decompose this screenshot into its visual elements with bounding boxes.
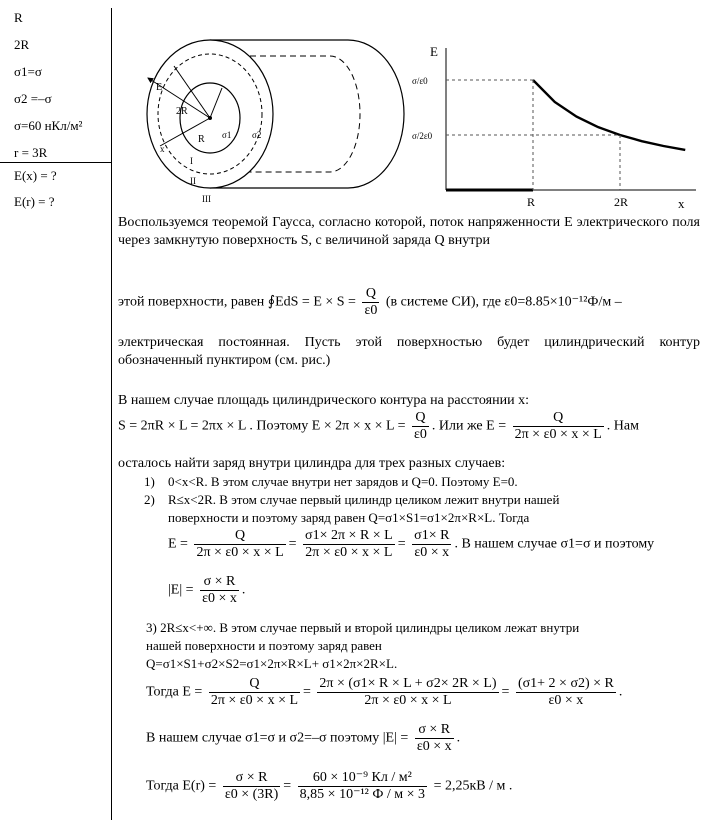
given-line: 2R (14, 37, 30, 52)
given-line: σ1=σ (14, 64, 42, 79)
denominator: 2π × ε0 × x × L (210, 693, 299, 708)
final-answer: Тогда E(r) = $\frac{\sigma \times R}{\varepsilon 0 \times (3R)}$ = $\frac{\text{60 × 10⁻⁹ Кл / м²}}{\text{8,85 × 10⁻¹² Ф / м × 3}}$ = 2,25кВ / м . (146, 770, 513, 802)
formula: Тогда E(r) = (146, 778, 217, 794)
fraction (298, 770, 427, 803)
denominator: ε0 × x (414, 545, 450, 560)
fraction (317, 676, 498, 709)
e-field-graph (410, 42, 710, 214)
fraction (200, 574, 239, 607)
result: = 2,25кВ / м . (433, 778, 513, 794)
y-tick-label: σ/2ε0 (412, 131, 433, 141)
denominator: ε0 × x (202, 591, 237, 606)
x-tick-label: R (527, 195, 536, 209)
numerator: σ × R (415, 722, 454, 739)
given-line: R (14, 10, 23, 25)
case-3-line-b: нашей поверхности и поэтому заряд равен (146, 638, 382, 653)
fraction (303, 528, 395, 561)
given-line: σ2 =–σ (14, 91, 52, 106)
formula: ∮EdS = E × S = (267, 294, 356, 310)
denominator: ε0 (364, 303, 378, 318)
text: . Нам (606, 418, 639, 434)
formula: E × 2π × x × L = (311, 418, 406, 434)
given-line: r = 3R (14, 145, 48, 160)
text: S = 2πR × L = 2πx × L . Поэтому (118, 418, 309, 434)
formula: E = (486, 418, 507, 434)
case-3-formula: Тогда E = $\frac{Q}{2\pi \times \varepsilon 0 \times x \times L}$ = $\frac{2\pi \times (\sigma 1\times R \times L + \sigma 2\times 2R \times L)}{2\pi \times \varepsilon 0 \times x \times L}$ = $\frac{(\sigma 1+ 2 \times \sigma 2) \times R}{\varepsilon 0 \times x}$ . (146, 676, 623, 708)
numerator: Q (412, 410, 429, 427)
denominator: 2π × ε0 × x × L (305, 545, 393, 560)
fraction (516, 676, 616, 709)
label-i: I (190, 156, 193, 166)
find-line: E(r) = ? (14, 194, 55, 209)
text: В нашем случае σ1=σ и σ2=–σ поэтому (146, 730, 380, 746)
fraction (223, 770, 280, 803)
find-line: E(x) = ? (14, 168, 57, 183)
y-axis-label: E (430, 44, 438, 59)
series-curve (533, 80, 685, 150)
y-tick-label: σ/ε0 (412, 76, 428, 86)
label-r: R (198, 134, 205, 145)
denominator: 2π × ε0 × x × L (196, 545, 284, 560)
fraction (194, 528, 285, 561)
given-line: σ=60 нКл/м² (14, 118, 83, 133)
fraction (513, 410, 604, 443)
label-sigma2: σ2 (252, 130, 262, 140)
case-1: 0<x<R. В этом случае внутри нет зарядов и Q=0. Поэтому E=0. (168, 474, 518, 489)
case-2-line-a: R≤x<2R. В этом случае первый цилиндр целиком лежит внутри нашей (168, 492, 560, 507)
case-2-abs: |E| = $\frac{\sigma \times R}{\varepsilon 0 \times x}$ . (168, 574, 246, 606)
case-2-formula: E = $\frac{Q}{2\pi \times \varepsilon 0 \times x \times L}$ = $\frac{\sigma 1\times 2\pi \times R \times L}{2\pi \times \varepsilon 0 \times x \times L}$ = $\frac{\sigma 1\times R}{\varepsilon 0 \times x}$ . В нашем случае σ1=σ и поэтому (168, 528, 655, 560)
text: . Или же (431, 418, 483, 434)
denominator: 2π × ε0 × x × L (364, 693, 452, 708)
numerator: Q (513, 410, 604, 427)
paragraph-intro: Воспользуемся теоремой Гаусса, согласно которой, поток напряженности E электрического поля через замкнутую поверхность S, с величиной заряда Q внутри (118, 215, 700, 248)
text: этой поверхности, равен (118, 294, 265, 310)
column-divider (111, 8, 112, 820)
numerator: 2π × (σ1× R × L + σ2× 2R × L) (319, 676, 497, 691)
label-2r: 2R (176, 106, 188, 117)
label-ii: II (190, 176, 196, 186)
paragraph-cases: осталось найти заряд внутри цилиндра для трех разных случаев: (118, 456, 506, 471)
denominator: 8,85 × 10⁻¹² Ф / м × 3 (299, 787, 426, 802)
formula: E = (168, 536, 188, 552)
case-number: 2) (144, 492, 155, 507)
given-divider (0, 162, 111, 163)
label-x: x (160, 144, 165, 154)
numerator: σ × R (200, 574, 239, 591)
numerator: Q (194, 528, 285, 545)
numerator: σ1× R (414, 528, 450, 543)
fraction (362, 286, 379, 319)
text: (в системе СИ), где ε0=8.85×10⁻¹²Ф/м – (385, 294, 622, 310)
label-iii: III (202, 194, 211, 204)
fraction (412, 528, 451, 561)
x-axis-label: x (678, 196, 685, 211)
paragraph-surface: электрическая постоянная. Пусть этой поверхностью будет цилиндрический контур обозначенный пунктиром (см. рис.) (118, 335, 700, 368)
fraction (412, 410, 429, 443)
outer-cylinder-face (147, 40, 273, 188)
denominator: ε0 × x (416, 739, 452, 754)
denominator: ε0 × (3R) (224, 787, 279, 802)
case-3-charge: Q=σ1×S1+σ2×S2=σ1×2π×R×L+ σ1×2π×2R×L. (146, 656, 398, 671)
denominator: 2π × ε0 × x × L (514, 427, 602, 442)
case-3-result: В нашем случае σ1=σ и σ2=–σ поэтому |E| = $\frac{\sigma \times R}{\varepsilon 0 \times x}$ . (146, 722, 461, 754)
formula: |E| = (168, 582, 194, 598)
case-3-line-a: 3) 2R≤x<+∞. В этом случае первый и второй цилиндры целиком лежат внутри (146, 620, 580, 635)
case-number: 1) (144, 474, 155, 489)
gauss-formula-line (118, 286, 622, 319)
fraction (415, 722, 454, 755)
denominator: ε0 × x (548, 693, 584, 708)
numerator: 60 × 10⁻⁹ Кл / м² (298, 770, 427, 787)
label-e: E (156, 82, 163, 93)
area-formula-line (118, 410, 639, 443)
fraction (209, 676, 300, 709)
numerator: Q (362, 286, 379, 303)
x-tick-label: 2R (614, 195, 629, 209)
label-sigma1: σ1 (222, 130, 232, 140)
paragraph-area: В нашем случае площадь цилиндрического контура на расстоянии x: (118, 393, 529, 408)
case-2-line-b: поверхности и поэтому заряд равен Q=σ1×S1=σ1×2π×R×L. Тогда (168, 510, 530, 525)
numerator: σ1× 2π × R × L (305, 528, 393, 543)
numerator: Q (209, 676, 300, 693)
numerator: σ × R (223, 770, 280, 787)
formula: Тогда E = (146, 684, 203, 700)
formula: |E| = (382, 730, 409, 746)
denominator: ε0 (413, 427, 427, 442)
text: . В нашем случае σ1=σ и поэтому (454, 536, 655, 552)
numerator: (σ1+ 2 × σ2) × R (517, 676, 614, 691)
cylinder-figure (130, 30, 405, 205)
